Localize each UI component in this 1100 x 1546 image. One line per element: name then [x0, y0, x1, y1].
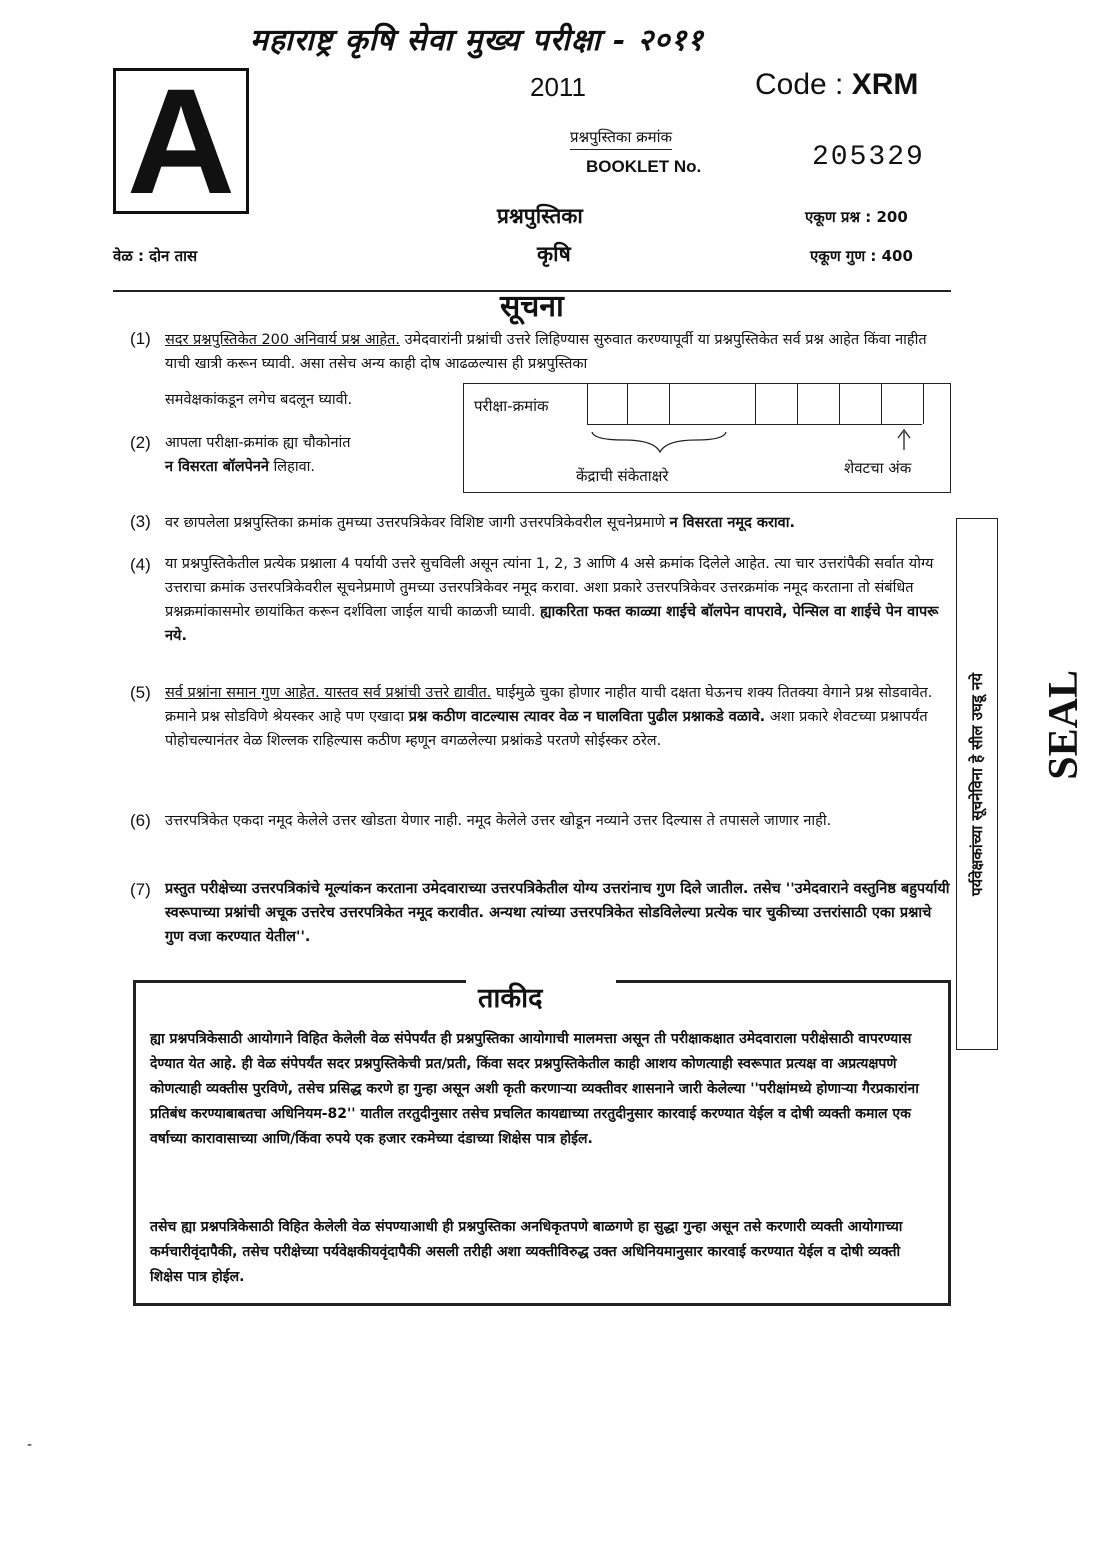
seal-side-note: पर्यवेक्षकांच्या सूचनेविना हे सील उघडू नये [956, 518, 998, 1050]
code-value: XRM [851, 68, 919, 101]
center-code-caption: केंद्राची संकेताक्षरे [576, 467, 669, 485]
instruction-1-text: उमेदवारांनी प्रश्नांची उत्तरे लिहिण्यास सुरुवात करण्यापूर्वी या प्रश्नपुस्तिकेत सर्व प्रश्न आहेत किंवा नाहीत याची खात्री करून घ्यावी. असा तसेच अन्य काही दोष आढळल्यास ही प्रश्नपुस्तिका [165, 332, 927, 372]
total-questions: एकूण प्रश्न : 200 [805, 208, 908, 226]
warning-heading: ताकीद [478, 983, 543, 1014]
instruction-number: (6) [130, 811, 151, 830]
last-digit-caption: शेवटचा अंक [844, 459, 912, 477]
instruction-3-text: वर छापलेला प्रश्नपुस्तिका क्रमांक तुमच्या उत्तरपत्रिकेवर विशिष्ट जागी उत्तरपत्रिकेवरील सूचनेप्रमाणे [165, 515, 670, 531]
exam-number-cell[interactable] [797, 384, 840, 424]
instruction-5 [165, 681, 950, 753]
code-label: Code : [755, 68, 844, 101]
exam-number-label: परीक्षा-क्रमांक [474, 397, 549, 415]
exam-number-box [463, 383, 951, 493]
instruction-7 [165, 877, 950, 949]
exam-number-cell[interactable] [627, 384, 670, 424]
series-letter-box [113, 57, 249, 225]
exam-number-cell[interactable] [839, 384, 882, 424]
exam-year: 2011 [530, 72, 586, 102]
instruction-1-continued: समवेक्षकांकडून लगेच बदलून घ्यावी. [165, 392, 353, 408]
instructions-heading: सूचना [500, 289, 564, 324]
instruction-number: (4) [130, 555, 151, 574]
instruction-5-bold: प्रश्न कठीण वाटल्यास त्यावर वेळ न घालविता पुढील प्रश्नाकडे वळावे. [408, 709, 766, 725]
footer-mark: - [27, 1437, 33, 1453]
instruction-4-text: या प्रश्नपुस्तिकेतील प्रत्येक प्रश्नाला 4 पर्यायी उत्तरे सुचविली असून त्यांना 1, 2, 3 आणि 4 असे क्रमांक दिलेले आहेत. त्या चार उत्तरांपैकी सर्वात योग्य उत्तराचा क्रमांक उत्तरपत्रिकेवरील सूचनेप्रमाणे तुमच्या उत्तरपत्रिकेवर नमूद करावा. अशा प्रकारे उत्तरपत्रिकेवर उत्तरक्रमांक नमूद करताना तो संबंधित प्रश्नक्रमांकासमोर छायांकित करून दर्शविला जाईल याची काळजी घ्यावी. [165, 556, 934, 620]
instruction-number: (2) [130, 433, 151, 452]
instruction-5-underlined: सर्व प्रश्नांना समान गुण आहेत. यास्तव सर्व प्रश्नांची उत्तरे द्यावीत. [165, 685, 492, 701]
booklet-label-english: BOOKLET No. [586, 157, 702, 176]
instruction-2-text: आपला परीक्षा-क्रमांक ह्या चौकोनांत [165, 435, 351, 451]
total-marks: एकूण गुण : 400 [810, 247, 913, 265]
instruction-2-bold: न विसरता बॉलपेनने [165, 459, 269, 475]
exam-number-cell[interactable] [587, 384, 628, 424]
instruction-4-bold: ह्याकरिता फक्त काळ्या शाईचे बॉलपेन वापरावे, पेन्सिल वा शाईचे पेन वापरू नये. [165, 604, 939, 644]
booklet-title: प्रश्नपुस्तिका [497, 204, 583, 228]
instruction-7-bold: प्रस्तुत परीक्षेच्या उत्तरपत्रिकांचे मूल्यांकन करताना उमेदवाराच्या उत्तरपत्रिकेतील योग्य उत्तरांनाच गुण दिले जातील. तसेच ''उमेदवाराने वस्तुनिष्ठ बहुपर्यायी स्वरूपाच्या प्रश्नांची अचूक उत्तरेच उत्तरपत्रिकेत नमूद करावीत. अन्यथा त्यांच्या उत्तरपत्रिकेत सोडविलेल्या प्रत्येक चार चुकीच्या उत्तरांसाठी एका प्रश्नाचे गुण वजा करण्यात येतील''. [165, 881, 950, 945]
instruction-4 [165, 552, 950, 648]
exam-duration: वेळ : दोन तास [113, 247, 198, 265]
instruction-2-text-end: लिहावा. [268, 459, 315, 475]
instruction-1 [165, 328, 950, 376]
warning-box [133, 980, 951, 1306]
booklet-number: 205329 [812, 142, 925, 173]
warning-paragraph-2: तसेच ह्या प्रश्नपत्रिकेसाठी विहित केलेली वेळ संपण्याआधी ही प्रश्नपुस्तिका अनधिकृतपणे बाळगणे हा सुद्धा गुन्हा असून तसे करणारी व्यक्ती आयोगाच्या कर्मचारीवृंदापैकी, तसेच परीक्षेच्या पर्यवेक्षकीयवृंदापैकी असली तरीही अशा व्यक्तीविरुद्ध उक्त अधिनियमानुसार कारवाई करण्यात येईल व दोषी व्यक्ती शिक्षेस पात्र होईल. [150, 1219, 903, 1285]
instruction-number: (1) [130, 329, 151, 348]
instruction-1-underlined: सदर प्रश्नपुस्तिकेत 200 अनिवार्य प्रश्न आहेत. [165, 332, 400, 348]
instruction-3-bold: न विसरता नमूद करावा. [669, 515, 795, 531]
instruction-5-text-end: अशा प्रकारे शेवटच्या प्रश्नापर्यंत पोहोचल्यानंतर वेळ शिल्लक राहिल्यास कठीण म्हणून वगळलेल्या प्रश्नांकडे परतणे सोईस्कर ठरेल. [165, 709, 928, 749]
instruction-number: (7) [130, 880, 151, 899]
instruction-6: उत्तरपत्रिकेत एकदा नमूद केलेले उत्तर खोडता येणार नाही. नमूद केलेले उत्तर खोडून नव्याने उत्तर दिल्यास ते तपासले जाणार नाही. [165, 813, 832, 829]
exam-code [755, 68, 918, 102]
warning-paragraph-1: ह्या प्रश्नपत्रिकेसाठी आयोगाने विहित केलेली वेळ संपेपर्यंत ही प्रश्नपुस्तिका आयोगाची मालमत्ता असून ती परीक्षाकक्षात उमेदवाराला परीक्षेसाठी वापरण्यास देण्यात येत आहे. ही वेळ संपेपर्यंत सदर प्रश्नपुस्तिकेची प्रत/प्रती, किंवा सदर प्रश्नपुस्तिकेतील काही आशय कोणत्याही स्वरूपात प्रत्यक्ष वा अप्रत्यक्षपणे कोणत्याही व्यक्तीस पुरविणे, तसेच प्रसिद्ध करणे हा गुन्हा असून अशी कृती करणाऱ्या व्यक्तीवर शासनाने जारी केलेल्या ''परीक्षांमध्ये होणाऱ्या गैरप्रकारांना प्रतिबंध करण्याबाबतचा अधिनियम-82'' यातील तरतुदीनुसार तसेच प्रचलित कायद्याच्या तरतुदीनुसार कारवाई करण्यात येईल व दोषी व्यक्ती कमाल एक वर्षाच्या कारावासाच्या आणि/किंवा रुपये एक हजार रकमेच्या दंडाच्या शिक्षेस पात्र होईल. [150, 1031, 919, 1147]
instruction-3 [165, 511, 950, 535]
exam-number-cell[interactable] [755, 384, 798, 424]
exam-number-cell[interactable] [669, 384, 750, 424]
subject-name: कृषि [537, 242, 571, 266]
exam-number-cells [587, 384, 922, 425]
instruction-number: (5) [130, 683, 151, 702]
series-letter: A [126, 57, 236, 225]
booklet-label-marathi: प्रश्नपुस्तिका क्रमांक [570, 127, 672, 150]
instruction-number: (3) [130, 512, 151, 531]
instruction-2 [165, 431, 450, 479]
instruction-5-text: घाईमुळे चुका होणार नाहीत याची दक्षता घेऊनच शक्य तितक्या वेगाने प्रश्न सोडवावेत. क्रमाने प्रश्न सोडविणे श्रेयस्कर आहे पण एखादा [165, 685, 933, 725]
handwritten-exam-title: महाराष्ट्र कृषि सेवा मुख्य परीक्षा - २०११ [250, 23, 704, 58]
seal-label: SEAL [1041, 670, 1087, 780]
exam-number-cell[interactable] [881, 384, 924, 424]
